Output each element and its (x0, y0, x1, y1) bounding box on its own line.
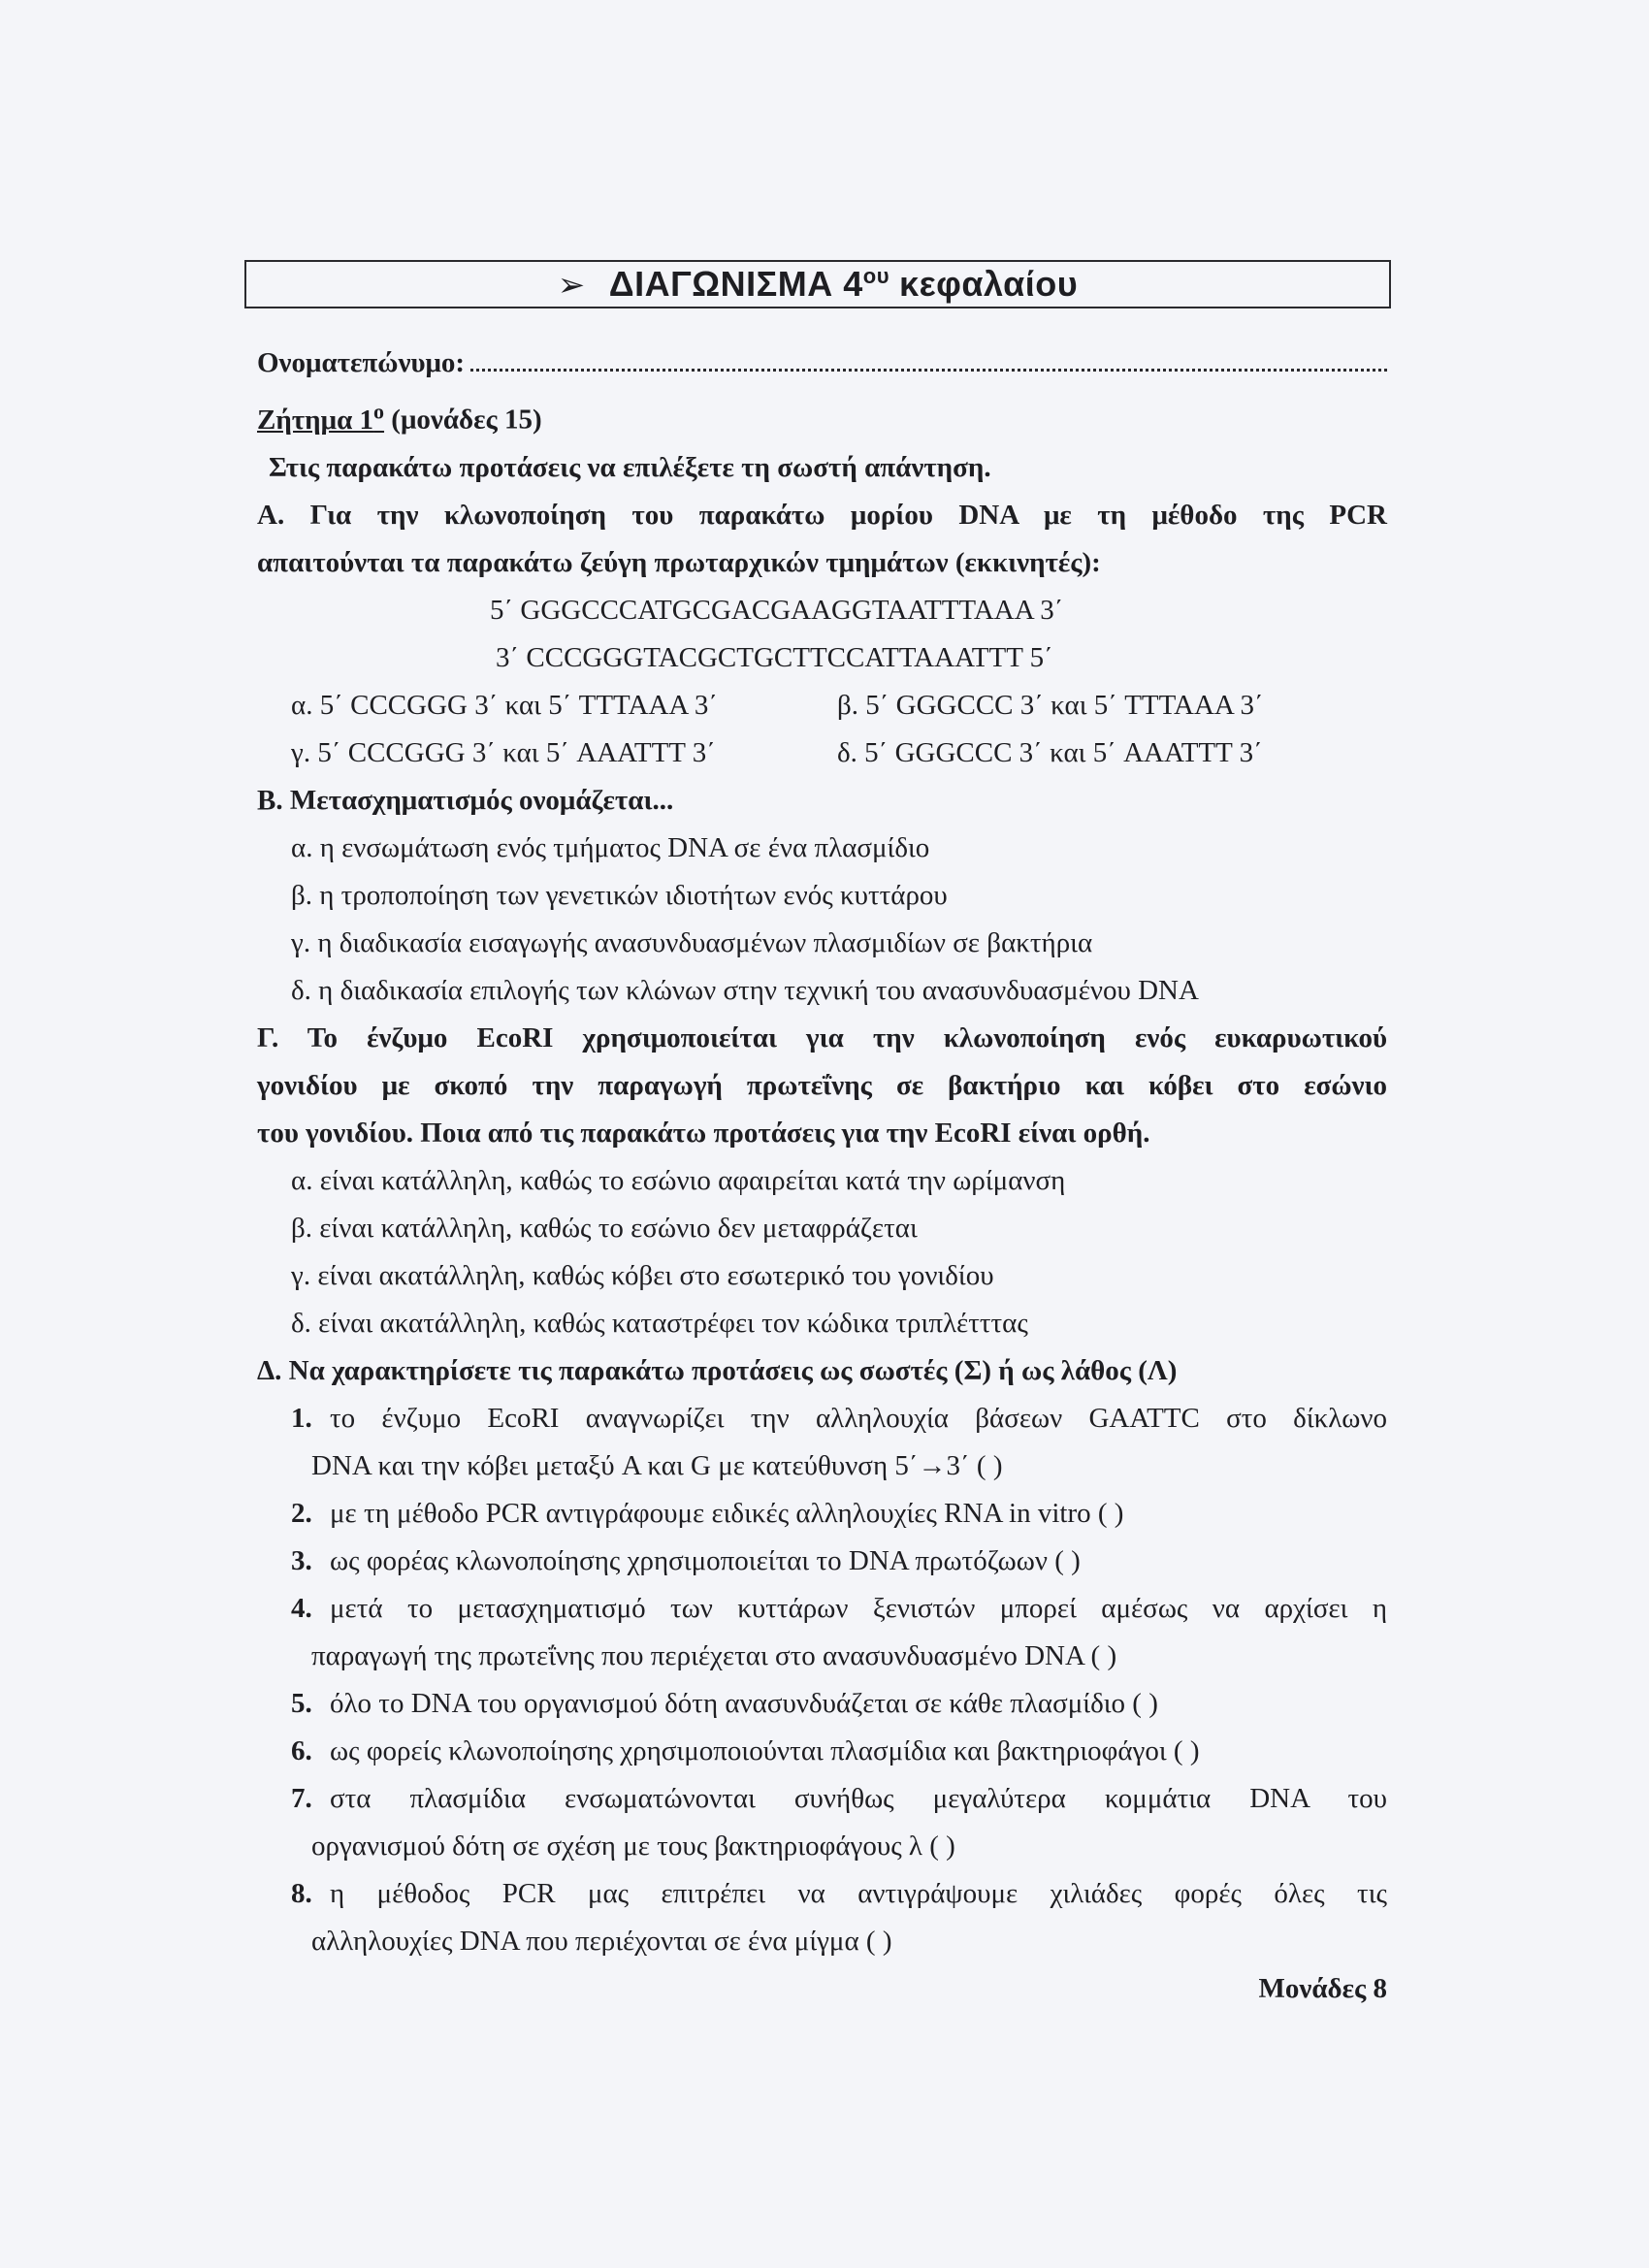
question-a-option-a: α. 5΄ CCCGGG 3΄ και 5΄ TTTAAA 3΄ (291, 689, 719, 721)
topic-sup: ο (373, 399, 385, 423)
tf-item-text: μετά το μετασχηματισμό των κυττάρων ξενιστών μπορεί αμέσως να αρχίσει η (330, 1592, 1387, 1624)
tf-item-5 (257, 1680, 1387, 1728)
question-g-line3: του γονιδίου. Ποια από τις παρακάτω προτάσεις για την EcoRI είναι ορθή. (257, 1117, 1150, 1149)
tf-item-1 (257, 1395, 1387, 1442)
exam-title-sup: ου (862, 264, 890, 288)
tf-item-number: 1. (291, 1402, 312, 1434)
tf-item-number: 8. (291, 1877, 312, 1909)
question-a-options-row1 (257, 682, 1387, 729)
question-g-option-c: γ. είναι ακατάλληλη, καθώς κόβει στο εσωτερικό του γονιδίου (291, 1259, 994, 1291)
question-a-option-d: δ. 5΄ GGGCCC 3΄ και 5΄ AAATTT 3΄ (837, 736, 1263, 768)
tf-item-6 (257, 1728, 1387, 1775)
question-a-option-b: β. 5΄ GGGCCC 3΄ και 5΄ TTTAAA 3΄ (837, 689, 1264, 721)
question-b-title: Β. Μετασχηματισμός ονομάζεται... (257, 784, 674, 816)
tf-item-text: στα πλασμίδια ενσωματώνονται συνήθως μεγαλύτερα κομμάτια DNA του (330, 1782, 1387, 1814)
name-label: Ονοματεπώνυμο: (257, 347, 466, 378)
tf-item-number: 5. (291, 1687, 312, 1719)
exam-title-main: ΔΙΑΓΩΝΙΣΜΑ 4 (608, 264, 863, 304)
tf-item-number: 7. (291, 1782, 312, 1814)
name-field[interactable] (470, 369, 1387, 372)
exam-title-rest: κεφαλαίου (899, 264, 1079, 304)
tf-item-text: ως φορέας κλωνοποίησης χρησιμοποιείται το DNA πρωτόζωων ( ) (330, 1544, 1081, 1576)
question-a-options-row2 (257, 729, 1387, 777)
question-d-title: Δ. Να χαρακτηρίσετε τις παρακάτω προτάσεις ως σωστές (Σ) ή ως λάθος (Λ) (257, 1354, 1178, 1386)
question-g-option-b: β. είναι κατάλληλη, καθώς το εσώνιο δεν μεταφράζεται (291, 1212, 918, 1244)
topic-label: Ζήτημα 1 (257, 404, 374, 436)
tf-item-number: 4. (291, 1592, 312, 1624)
tf-item-7-cont: οργανισμού δότη σε σχέση με τους βακτηριοφάγους λ ( ) (311, 1830, 955, 1862)
tf-item-4-cont: παραγωγή της πρωτεΐνης που περιέχεται στο ανασυνδυασμένο DNA ( ) (311, 1639, 1117, 1671)
topic-label-wrap (257, 399, 385, 436)
instruction-text: Στις παρακάτω προτάσεις να επιλέξετε τη σωστή απάντηση. (269, 451, 991, 483)
tf-item-text: με τη μέθοδο PCR αντιγράφουμε ειδικές αλληλουχίες RNA in vitro ( ) (330, 1497, 1124, 1529)
tf-item-2 (257, 1490, 1387, 1538)
tf-item-1-cont: DNA και την κόβει μεταξύ A και G με κατεύθυνση 5΄→3΄ ( ) (311, 1449, 1003, 1481)
exam-title (558, 264, 1078, 305)
topic-heading (257, 387, 1387, 444)
tf-item-7 (257, 1775, 1387, 1823)
question-a-line1: Α. Για την κλωνοποίηση του παρακάτω μορίου DNA με τη μέθοδο της PCR (257, 499, 1387, 531)
dna-strand-top: 5΄ GGGCCCATGCGACGAAGGTAATTTAAA 3΄ (490, 594, 1064, 626)
question-a-option-c: γ. 5΄ CCCGGG 3΄ και 5΄ AAATTT 3΄ (291, 736, 716, 768)
dna-strand-bottom: 3΄ CCCGGGTACGCTGCTTCCATTAAATTT 5΄ (496, 641, 1053, 673)
question-b-option-c: γ. η διαδικασία εισαγωγής ανασυνδυασμένων πλασμιδίων σε βακτήρια (291, 926, 1093, 958)
question-g-option-a: α. είναι κατάλληλη, καθώς το εσώνιο αφαιρείται κατά την ωρίμανση (291, 1164, 1066, 1196)
tf-item-text: όλο το DNA του οργανισμού δότη ανασυνδυάζεται σε κάθε πλασμίδιο ( ) (330, 1687, 1158, 1719)
tf-item-3 (257, 1538, 1387, 1585)
question-d-points: Μονάδες 8 (1258, 1972, 1387, 2004)
tf-item-text: η μέθοδος PCR μας επιτρέπει να αντιγράψουμε χιλιάδες φορές όλες τις (330, 1877, 1387, 1909)
question-g-line2: γονιδίου με σκοπό την παραγωγή πρωτεΐνης σε βακτήριο και κόβει στο εσώνιο (257, 1069, 1387, 1101)
question-b-option-d: δ. η διαδικασία επιλογής των κλώνων στην τεχνική του ανασυνδυασμένου DNA (291, 974, 1199, 1006)
exam-content (257, 340, 1387, 2013)
name-row (257, 340, 1387, 387)
exam-title-box (244, 260, 1391, 308)
tf-item-number: 6. (291, 1734, 312, 1766)
tf-item-number: 2. (291, 1497, 312, 1529)
tf-item-4 (257, 1585, 1387, 1633)
topic-points: (μονάδες 15) (391, 404, 542, 436)
question-b-option-b: β. η τροποποίηση των γενετικών ιδιοτήτων ενός κυττάρου (291, 879, 948, 911)
tf-item-text: ως φορείς κλωνοποίησης χρησιμοποιούνται πλασμίδια και βακτηριοφάγοι ( ) (330, 1734, 1200, 1766)
tf-item-text: το ένζυμο EcoRI αναγνωρίζει την αλληλουχία βάσεων GAATTC στο δίκλωνο (330, 1402, 1387, 1434)
question-g-option-d: δ. είναι ακατάλληλη, καθώς καταστρέφει τον κώδικα τριπλέτττας (291, 1307, 1028, 1339)
question-b-option-a: α. η ενσωμάτωση ενός τμήματος DNA σε ένα πλασμίδιο (291, 831, 930, 863)
tf-item-number: 3. (291, 1544, 312, 1576)
question-a-line2: απαιτούνται τα παρακάτω ζεύγη πρωταρχικών τμημάτων (εκκινητές): (257, 546, 1101, 578)
tf-item-8 (257, 1870, 1387, 1918)
question-g-line1: Γ. Το ένζυμο EcoRI χρησιμοποιείται για την κλωνοποίηση ενός ευκαρυωτικού (257, 1021, 1387, 1053)
tf-item-8-cont: αλληλουχίες DNA που περιέχονται σε ένα μίγμα ( ) (311, 1925, 892, 1957)
arrow-bullet-icon: ➢ (557, 267, 586, 304)
